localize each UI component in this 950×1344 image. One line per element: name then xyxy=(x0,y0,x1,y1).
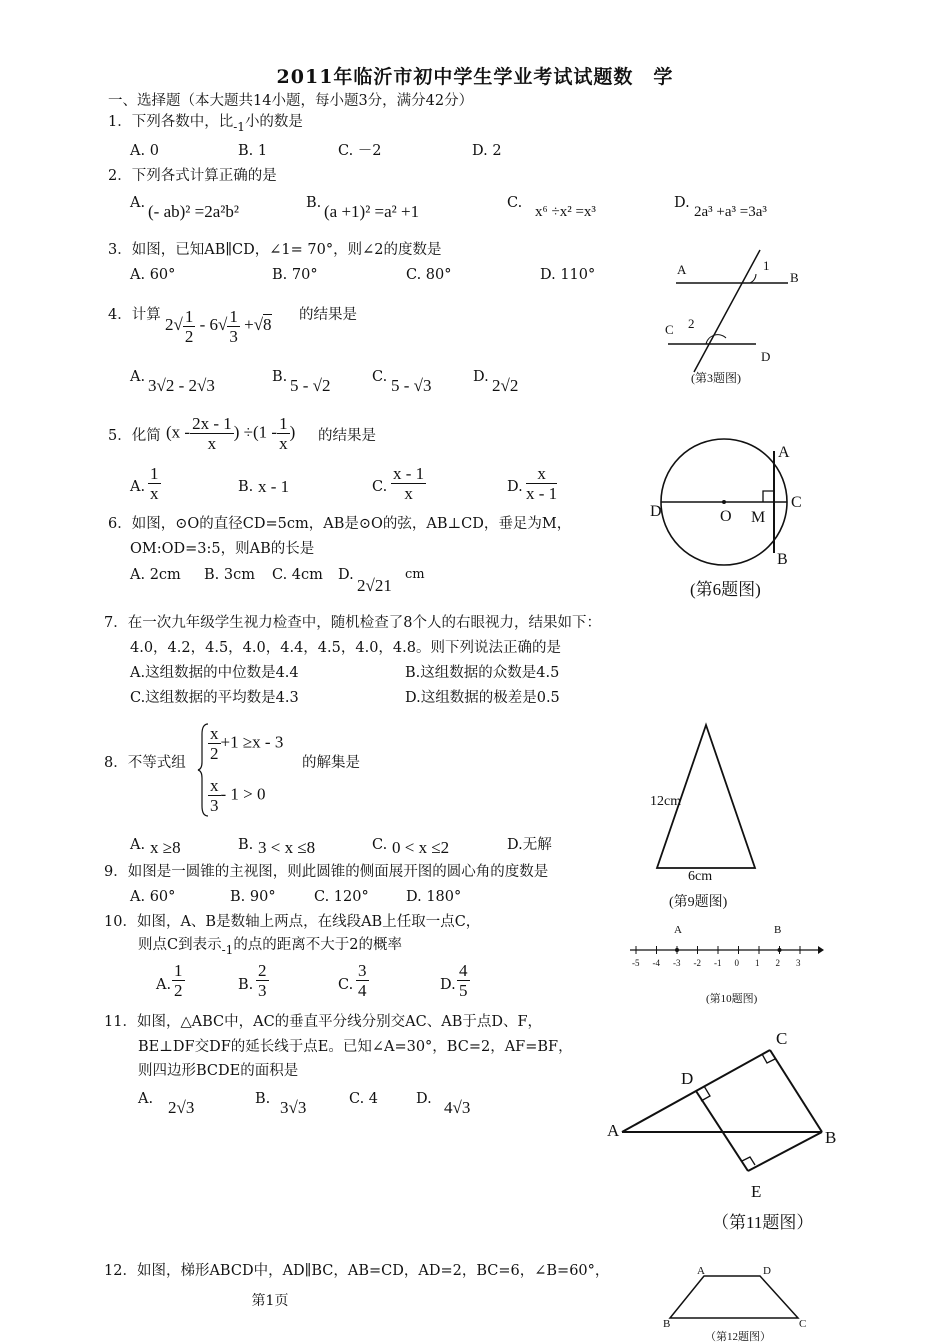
q4-option-c-math: 5 - √3 xyxy=(391,376,432,395)
q10-option-b-math: $\frac{2}{3}$ xyxy=(258,961,267,1000)
q1-stem: 1．下列各数中，比$_{-1}$小的数是 xyxy=(108,114,303,134)
q2-option-b-label: B. xyxy=(306,195,322,211)
q7-option-d: D.这组数据的极差是0.5 xyxy=(405,690,560,706)
q11-option-a-math: 2√3 xyxy=(168,1098,195,1117)
q8-option-d: D.无解 xyxy=(507,837,552,853)
q2-option-c-label: C. xyxy=(507,195,523,211)
q11-option-a-label: A. xyxy=(138,1091,154,1107)
q4-option-b-math: 5 - √2 xyxy=(290,376,331,395)
q10-option-c-math: $\frac{3}{4}$ xyxy=(358,961,367,1000)
q3-label-b: B xyxy=(790,270,799,285)
q4-expression: 2√ $\frac{1}{2}$ - 6√ $\frac{1}{3}$ +√8 xyxy=(165,306,272,346)
q11-label-c: C xyxy=(776,1029,788,1048)
q9-base-length: 6cm xyxy=(688,869,713,884)
q9-stem: 9．如图是一圆锥的主视图，则此圆锥的侧面展开图的圆心角的度数是 xyxy=(104,864,549,880)
q10-tick-label: -4 xyxy=(652,958,660,968)
q1-option-c: C. －2 xyxy=(338,143,382,159)
q10-option-d-math: $\frac{4}{5}$ xyxy=(459,961,468,1000)
q11-label-b: B xyxy=(825,1128,837,1147)
q12-figure xyxy=(666,1272,802,1324)
q12-label-d: D xyxy=(763,1265,771,1277)
q10-point-b xyxy=(778,948,782,952)
q3-option-b: B. 70° xyxy=(272,267,318,283)
q9-option-c: C. 120° xyxy=(314,889,369,905)
q6-option-d-unit: cm xyxy=(405,567,425,582)
q11-label-e: E xyxy=(751,1182,762,1201)
q3-label-angle1: 1 xyxy=(763,258,770,273)
q5-option-d-label: D. xyxy=(507,479,523,495)
q6-option-b: B. 3cm xyxy=(204,567,255,583)
q8-stem-end: 的解集是 xyxy=(302,755,360,771)
q4-option-d-math: 2√2 xyxy=(492,376,519,395)
q10-tick-label: 2 xyxy=(775,958,780,968)
q8-inequality-1: $\frac{x}{2}$ +1 ≥x - 3 xyxy=(210,724,284,763)
q2-option-c-math: x⁶ ÷x² =x³ xyxy=(535,204,596,220)
q5-option-a-label: A. xyxy=(130,479,146,495)
q10-option-c-label: C. xyxy=(338,977,354,993)
q10-line1: 10．如图，A、B是数轴上两点，在线段AB上任取一点C， xyxy=(104,914,481,930)
q3-stem: 3．如图，已知AB∥CD，∠1= 70°，则∠2的度数是 xyxy=(108,242,442,258)
page-title: 2011年临沂市初中学生学业考试试题数 学 xyxy=(276,66,674,88)
q11-line1: 11．如图，△ABC中，AC的垂直平分线分别交AC、AB于点D、F， xyxy=(104,1014,543,1030)
q2-option-d-label: D. xyxy=(674,195,690,211)
q8-stem-start: 8．不等式组 xyxy=(104,755,186,771)
q12-label-c: C xyxy=(799,1318,807,1330)
page-footer: 第1页 xyxy=(251,1293,289,1309)
q4-option-b-label: B. xyxy=(272,369,288,385)
q10-tick-label: -3 xyxy=(673,958,681,968)
q1-option-a: A. 0 xyxy=(130,143,159,159)
q6-line2: OM:OD=3:5，则AB的长是 xyxy=(130,541,315,557)
q5-stem-start: 5．化简 xyxy=(108,428,161,444)
q10-label-b: B xyxy=(774,924,782,936)
q11-option-c: C. 4 xyxy=(349,1091,379,1107)
q11-option-d-label: D. xyxy=(416,1091,432,1107)
q8-option-c-math: 0 < x ≤2 xyxy=(392,838,450,857)
q4-stem-end: 的结果是 xyxy=(299,307,357,323)
q9-side-length: 12cm xyxy=(650,794,682,809)
q7-option-c: C.这组数据的平均数是4.3 xyxy=(130,690,299,706)
q1-option-b: B. 1 xyxy=(238,143,268,159)
q10-line2: 则点C到表示$_{-1}$的点的距离不大于2的概率 xyxy=(138,937,403,957)
q8-option-a-label: A. xyxy=(130,837,146,853)
q3-label-a: A xyxy=(677,262,687,277)
q6-option-a: A. 2cm xyxy=(130,567,181,583)
q5-stem-end: 的结果是 xyxy=(318,428,376,444)
q11-option-d-math: 4√3 xyxy=(444,1098,471,1117)
q12-caption: （第12题图） xyxy=(705,1331,771,1343)
q10-option-a-label: A. xyxy=(156,977,172,993)
q11-option-b-math: 3√3 xyxy=(280,1098,307,1117)
q1-option-d: D. 2 xyxy=(472,143,502,159)
q9-option-a: A. 60° xyxy=(130,889,176,905)
q9-option-b: B. 90° xyxy=(230,889,276,905)
q3-option-d: D. 110° xyxy=(540,267,596,283)
q10-point-a xyxy=(675,948,679,952)
q7-option-b: B.这组数据的众数是4.5 xyxy=(405,665,560,681)
q11-label-a: A xyxy=(607,1121,620,1140)
q11-figure xyxy=(600,1030,840,1190)
q10-tick-label: 0 xyxy=(734,958,739,968)
q2-stem: 2．下列各式计算正确的是 xyxy=(108,168,277,184)
q8-option-a-math: x ≥8 xyxy=(150,838,181,857)
q8-option-b-math: 3 < x ≤8 xyxy=(258,838,316,857)
q10-tick-label: -2 xyxy=(693,958,701,968)
q6-option-d-math: 2√21 xyxy=(357,576,392,595)
q8-inequality-2: $\frac{x}{3}$ - 1 > 0 xyxy=(210,776,266,815)
q4-option-a-math: 3√2 - 2√3 xyxy=(148,376,215,395)
q11-line3: 则四边形BCDE的面积是 xyxy=(138,1063,299,1079)
q7-line2: 4.0，4.2，4.5，4.0，4.4，4.5，4.0，4.8。则下列说法正确的是 xyxy=(130,640,561,656)
q3-option-a: A. 60° xyxy=(130,267,176,283)
q6-option-c: C. 4cm xyxy=(272,567,323,583)
q8-option-b-label: B. xyxy=(238,837,254,853)
q5-option-c-math: $\frac{x - 1}{x}$ xyxy=(393,464,425,503)
q10-tick-label: 3 xyxy=(796,958,801,968)
q5-option-d-math: $\frac{x}{x - 1}$ xyxy=(526,464,558,503)
q5-option-b-label: B. xyxy=(238,479,254,495)
q2-option-b-math: (a +1)² =a² +1 xyxy=(324,202,420,221)
q8-option-c-label: C. xyxy=(372,837,388,853)
q2-option-a-label: A. xyxy=(130,195,146,211)
q6-label-o: O xyxy=(720,508,732,525)
q10-tick-label: -5 xyxy=(632,958,640,968)
q11-caption: （第11题图） xyxy=(712,1213,814,1232)
q2-option-d-math: 2a³ +a³ =3a³ xyxy=(694,204,767,220)
q5-option-b-math: x - 1 xyxy=(258,477,290,496)
q12-label-a: A xyxy=(697,1265,705,1277)
q11-option-b-label: B. xyxy=(255,1091,271,1107)
q10-caption: (第10题图) xyxy=(706,993,758,1005)
q12-stem: 12．如图，梯形ABCD中，AD∥BC，AB=CD，AD=2，BC=6，∠B=60°， xyxy=(104,1263,610,1279)
section-heading: 一、选择题（本大题共14小题，每小题3分，满分42分） xyxy=(108,93,474,109)
q9-caption: (第9题图) xyxy=(669,895,728,910)
q5-expression: (x - $\frac{2x - 1}{x}$ ) ÷(1 - $\frac{1}{x}$ ) xyxy=(166,414,296,453)
q6-line1: 6．如图，⊙O的直径CD=5cm，AB是⊙O的弦，AB⊥CD，垂足为M， xyxy=(108,516,572,532)
q12-label-b: B xyxy=(663,1318,671,1330)
q6-figure xyxy=(656,437,796,577)
q10-option-d-label: D. xyxy=(440,977,456,993)
q2-option-a-math: (- ab)² =2a²b² xyxy=(148,202,239,221)
q3-option-c: C. 80° xyxy=(406,267,452,283)
q7-option-a: A.这组数据的中位数是4.4 xyxy=(130,665,299,681)
q7-line1: 7．在一次九年级学生视力检查中，随机检查了8个人的右眼视力，结果如下： xyxy=(104,615,601,631)
q6-caption: (第6题图) xyxy=(690,580,761,599)
q4-option-a-label: A. xyxy=(130,369,146,385)
q4-option-c-label: C. xyxy=(372,369,388,385)
q3-caption: (第3题图) xyxy=(691,371,741,385)
q10-tick-label: -1 xyxy=(714,958,722,968)
q4-stem-start: 4．计算 xyxy=(108,307,161,323)
q6-option-d-label: D. xyxy=(338,567,354,583)
q9-option-d: D. 180° xyxy=(406,889,462,905)
q10-label-a: A xyxy=(674,924,682,936)
q6-label-c: C xyxy=(791,494,802,511)
q6-label-d: D xyxy=(650,503,662,520)
q11-line2: BE⊥DF交DF的延长线于点E。已知∠A=30°，BC=2，AF=BF， xyxy=(138,1039,573,1055)
q6-label-a: A xyxy=(778,444,790,461)
q5-option-c-label: C. xyxy=(372,479,388,495)
q5-option-a-math: $\frac{1}{x}$ xyxy=(150,464,159,503)
q10-option-a-math: $\frac{1}{2}$ xyxy=(174,961,183,1000)
q6-label-b: B xyxy=(777,551,788,568)
q11-label-d: D xyxy=(681,1069,694,1088)
q4-option-d-label: D. xyxy=(473,369,489,385)
q10-tick-label: 1 xyxy=(755,958,760,968)
q10-option-b-label: B. xyxy=(238,977,254,993)
q3-label-angle2: 2 xyxy=(688,316,695,331)
q3-label-c: C xyxy=(665,322,674,337)
q6-label-m: M xyxy=(751,509,766,526)
q3-label-d: D xyxy=(761,349,771,364)
